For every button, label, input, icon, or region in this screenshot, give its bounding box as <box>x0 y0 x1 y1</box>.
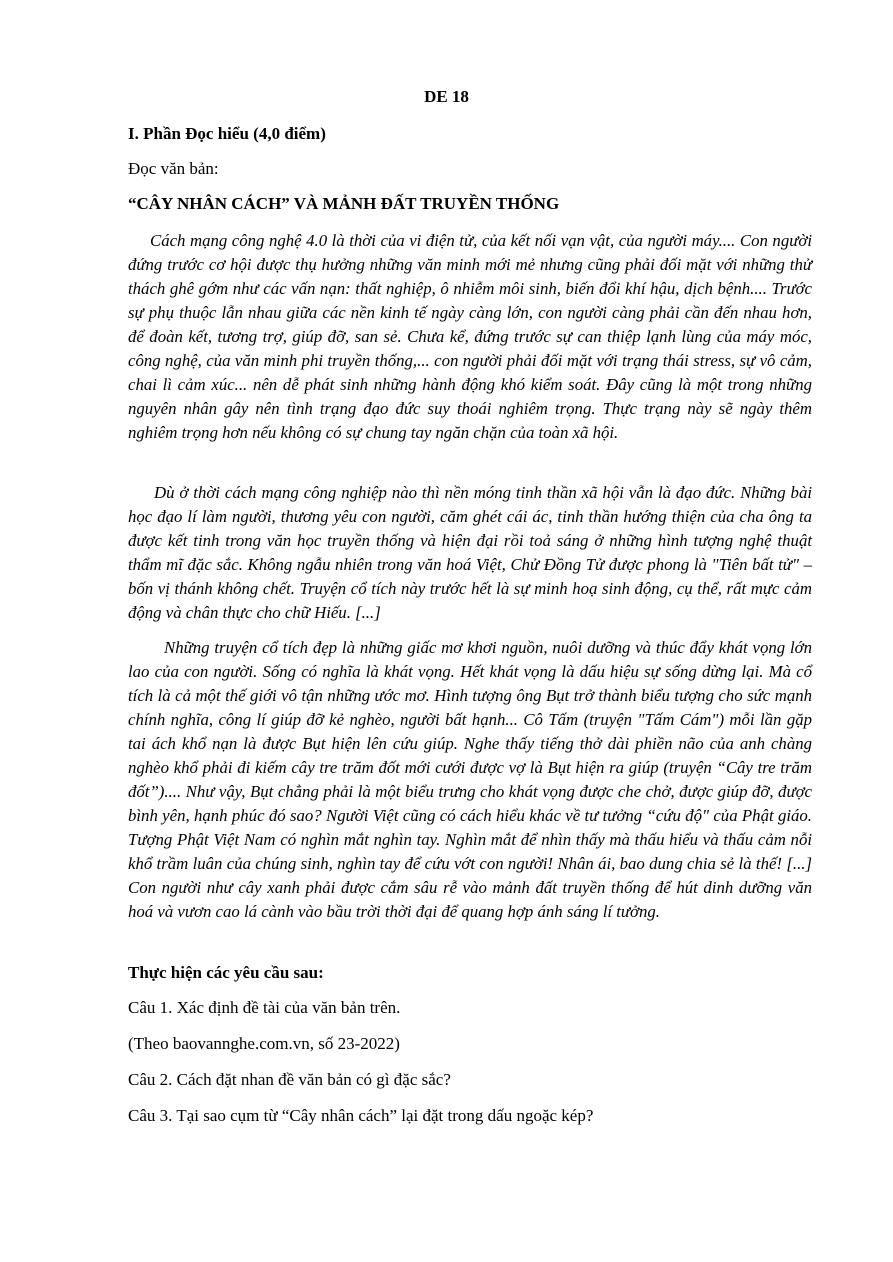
question-2: Câu 2. Cách đặt nhan đề văn bản có gì đặc sắc? <box>128 1070 451 1089</box>
source-note: (Theo baovannghe.com.vn, số 23-2022) <box>128 1034 400 1053</box>
section-heading: I. Phần Đọc hiểu (4,0 điểm) <box>128 124 326 143</box>
tasks-heading: Thực hiện các yêu cầu sau: <box>128 963 324 982</box>
question-1: Câu 1. Xác định đề tài của văn bản trên. <box>128 998 401 1017</box>
question-3: Câu 3. Tại sao cụm từ “Cây nhân cách” lại đặt trong dấu ngoặc kép? <box>128 1106 594 1125</box>
reading-instruction: Đọc văn bản: <box>128 159 219 178</box>
passage-paragraph-3: Những truyện cổ tích đẹp là những giấc mơ khơi nguồn, nuôi dưỡng và thúc đẩy khát vọng lớn lao của con người. Sống có nghĩa là khát vọng. Hết khát vọng là dấu hiệu sự sống dừng lại. Mà cổ tích là cả một thế giới vô tận những ước mơ. Hình tượng ông Bụt trở thành biểu tượng cho sức mạnh chính nghĩa, công lí giúp đỡ kẻ nghèo, người bất hạnh... Cô Tấm (truyện "Tấm Cám") mỗi lần gặp tai ách khổ nạn là được Bụt hiện lên cứu giúp. Nghe thấy tiếng thở dài phiền não của anh chàng nghèo khổ phải đi kiếm cây tre trăm đốt mới cưới được vợ là Bụt hiện ra giúp (truyện “Cây tre trăm đốt”).... Như vậy, Bụt chẳng phải là một biểu trưng cho khát vọng được che chở, được giúp đỡ, được bình yên, hạnh phúc đó sao? Người Việt cũng có cách hiểu khác về tư tưởng “cứu độ" của Phật giáo. Tượng Phật Việt Nam có nghìn mắt nghìn tay. Nghìn mắt để nhìn thấy mà thấu hiểu và thấu cảm nỗi khổ trầm luân của chúng sinh, nghìn tay để cứu vớt con người! Nhân ái, bao dung chia sẻ là thế! [...] Con người như cây xanh phải được cắm sâu rễ vào mảnh đất truyền thống để hút dinh dưỡng văn hoá và vươn cao lá cành vào bầu trời thời đại để quang hợp ánh sáng lí tưởng. <box>128 638 812 921</box>
document-title: DE 18 <box>424 87 469 106</box>
passage-paragraph-2: Dù ở thời cách mạng công nghiệp nào thì nền móng tinh thần xã hội vẫn là đạo đức. Những bài học đạo lí làm người, thương yêu con người, căm ghét cái ác, tinh thần hướng thiện của cha ông ta được kết tinh trong văn học truyền thống và hiện đại rồi toả sáng ở những hình tượng nghệ thuật thẩm mĩ đặc sắc. Không ngẫu nhiên trong văn hoá Việt, Chử Đồng Tử được phong là "Tiên bất tử" – bốn vị thánh không chết. Truyện cổ tích này trước hết là sự minh hoạ sinh động, cụ thể, rất mực cảm động và chân thực cho chữ Hiếu. [...] <box>128 483 812 622</box>
passage-title: “CÂY NHÂN CÁCH” VÀ MẢNH ĐẤT TRUYỀN THỐNG <box>128 194 560 213</box>
passage-paragraph-1: Cách mạng công nghệ 4.0 là thời của vi điện tử, của kết nối vạn vật, của người máy.... Con người đứng trước cơ hội được thụ hưởng những văn minh mới mẻ nhưng cũng phải đối mặt với những thử thách ghê gớm như các vấn nạn: thất nghiệp, ô nhiễm môi sinh, biến đổi khí hậu, dịch bệnh.... Trước sự phụ thuộc lẫn nhau giữa các nền kinh tế ngày càng lớn, con người càng phải cần đến nhau hơn, để đoàn kết, tương trợ, giúp đỡ, san sẻ. Chưa kể, đứng trước sự can thiệp lạnh lùng của máy móc, công nghệ, của văn minh phi truyền thống,... con người phải đối mặt với trạng thái stress, sự vô cảm, chai lì cảm xúc... nên dễ phát sinh những hành động khó kiểm soát. Đây cũng là một trong những nguyên nhân gây nên tình trạng đạo đức suy thoái nghiêm trọng. Thực trạng này sẽ ngày thêm nghiêm trọng hơn nếu không có sự chung tay ngăn chặn của toàn xã hội. <box>128 231 812 442</box>
